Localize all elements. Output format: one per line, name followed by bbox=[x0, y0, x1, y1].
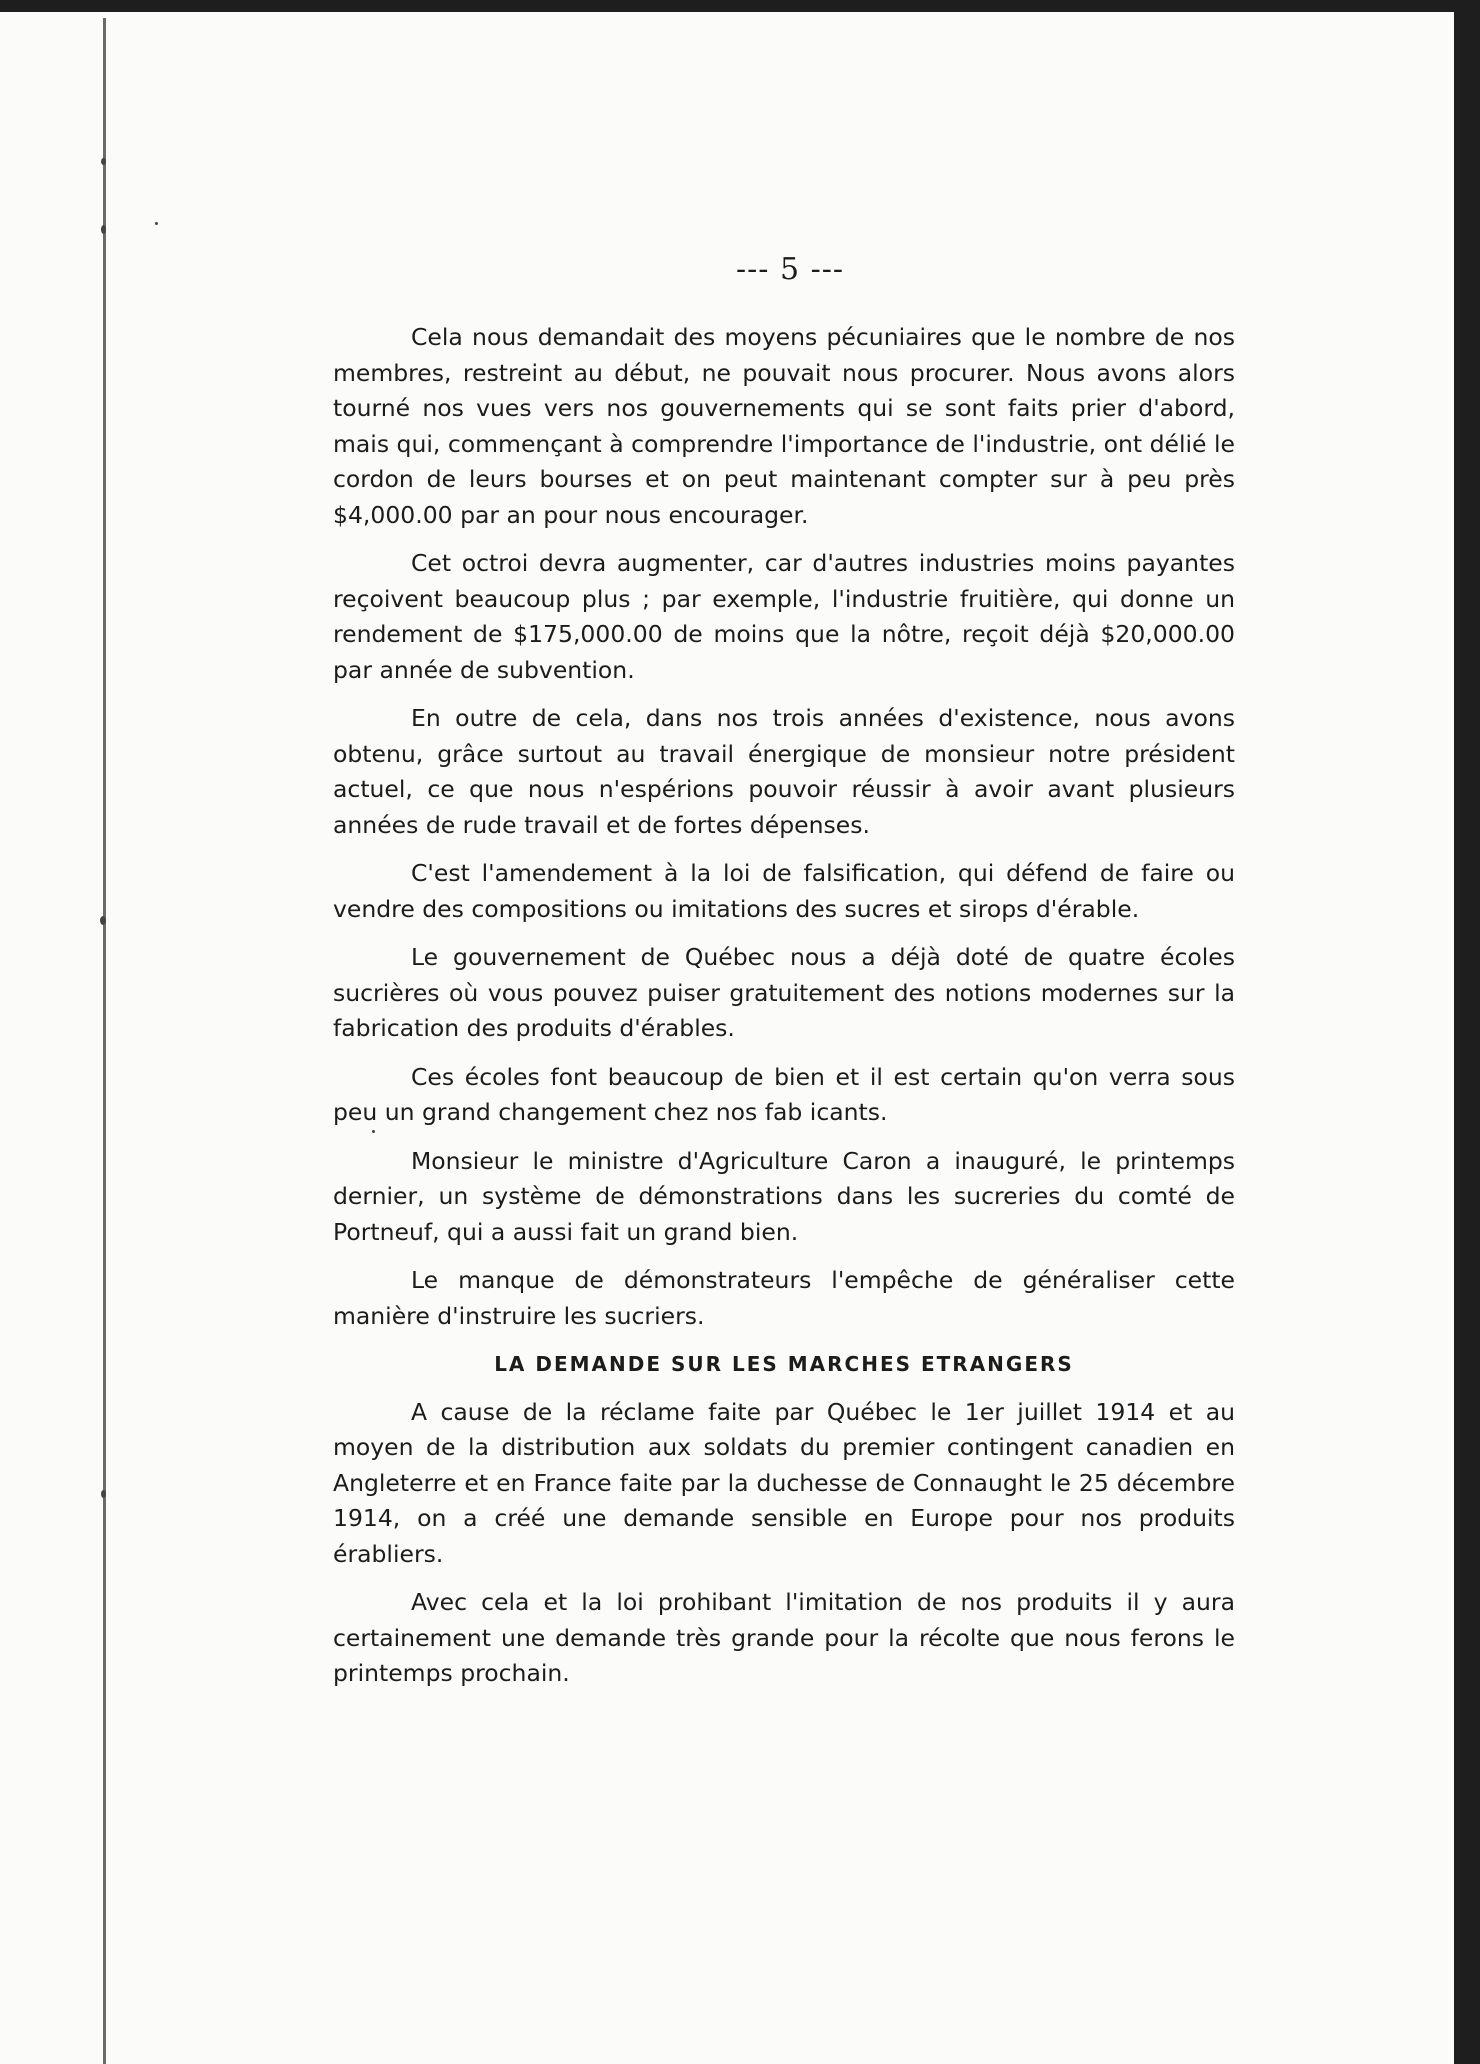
document-body bbox=[333, 320, 1235, 1705]
paragraph: Ces écoles font beaucoup de bien et il est certain qu'on verra sous peu un grand changement chez nos fab icants. bbox=[333, 1062, 1235, 1126]
paragraph: Monsieur le ministre d'Agriculture Caron a inauguré, le printemps dernier, un système de démonstrations dans les sucreries du comté de Portneuf, qui a aussi fait un grand bien. bbox=[333, 1146, 1235, 1246]
scan-right-edge bbox=[1454, 0, 1480, 2064]
section-heading: LA DEMANDE SUR LES MARCHES ETRANGERS bbox=[494, 1352, 1074, 1376]
paragraph: C'est l'amendement à la loi de falsification, qui défend de faire ou vendre des compositions ou imitations des sucres et sirops d'érable. bbox=[333, 859, 1235, 923]
paragraph: Le manque de démonstrateurs l'empêche de généraliser cette manière d'instruire les sucriers. bbox=[333, 1266, 1235, 1330]
scan-speck bbox=[101, 158, 106, 165]
paragraph: Cet octroi devra augmenter, car d'autres industries moins payantes reçoivent beaucoup plus ; par exemple, l'industrie fruitière, qui donne un rendement de $175,000.00 de moins que la nôtre, reçoit déjà $20,000.00 par année de subvention. bbox=[333, 549, 1235, 684]
paragraph: En outre de cela, dans nos trois années d'existence, nous avons obtenu, grâce surtout au travail énergique de monsieur notre président actuel, ce que nous n'espérions pouvoir réussir à avoir avant plusieurs années de rude travail et de fortes dépenses. bbox=[333, 704, 1235, 839]
scan-top-edge bbox=[0, 0, 1480, 12]
paragraph: Cela nous demandait des moyens pécuniaires que le nombre de nos membres, restreint au début, ne pouvait nous procurer. Nous avons alors tourné nos vues vers nos gouvernements qui se sont faits prier d'abord, mais qui, commençant à comprendre l'importance de l'industrie, ont délié le cordon de leurs bourses et on peut maintenant compter sur à peu près $4,000.00 par an pour nous encourager. bbox=[333, 323, 1235, 529]
paragraph: Avec cela et la loi prohibant l'imitation de nos produits il y aura certainement une demande très grande pour la récolte que nous ferons le printemps prochain. bbox=[333, 1588, 1235, 1687]
binding-margin-line bbox=[103, 18, 106, 2064]
paragraph: Le gouvernement de Québec nous a déjà doté de quatre écoles sucrières où vous pouvez puiser gratuitement des notions modernes sur la fabrication des produits d'érables. bbox=[333, 943, 1235, 1042]
paragraph: A cause de la réclame faite par Québec le 1er juillet 1914 et au moyen de la distribution aux soldats du premier contingent canadien en Angleterre et en France faite par la duchesse de Connaught le 25 décembre 1914, on a créé une demande sensible en Europe pour nos produits érabliers. bbox=[333, 1397, 1235, 1568]
scan-speck bbox=[155, 222, 158, 225]
scan-speck bbox=[101, 1490, 106, 1498]
page-number: --- 5 --- bbox=[736, 252, 844, 287]
scan-speck bbox=[100, 916, 106, 925]
scan-speck bbox=[101, 225, 106, 234]
